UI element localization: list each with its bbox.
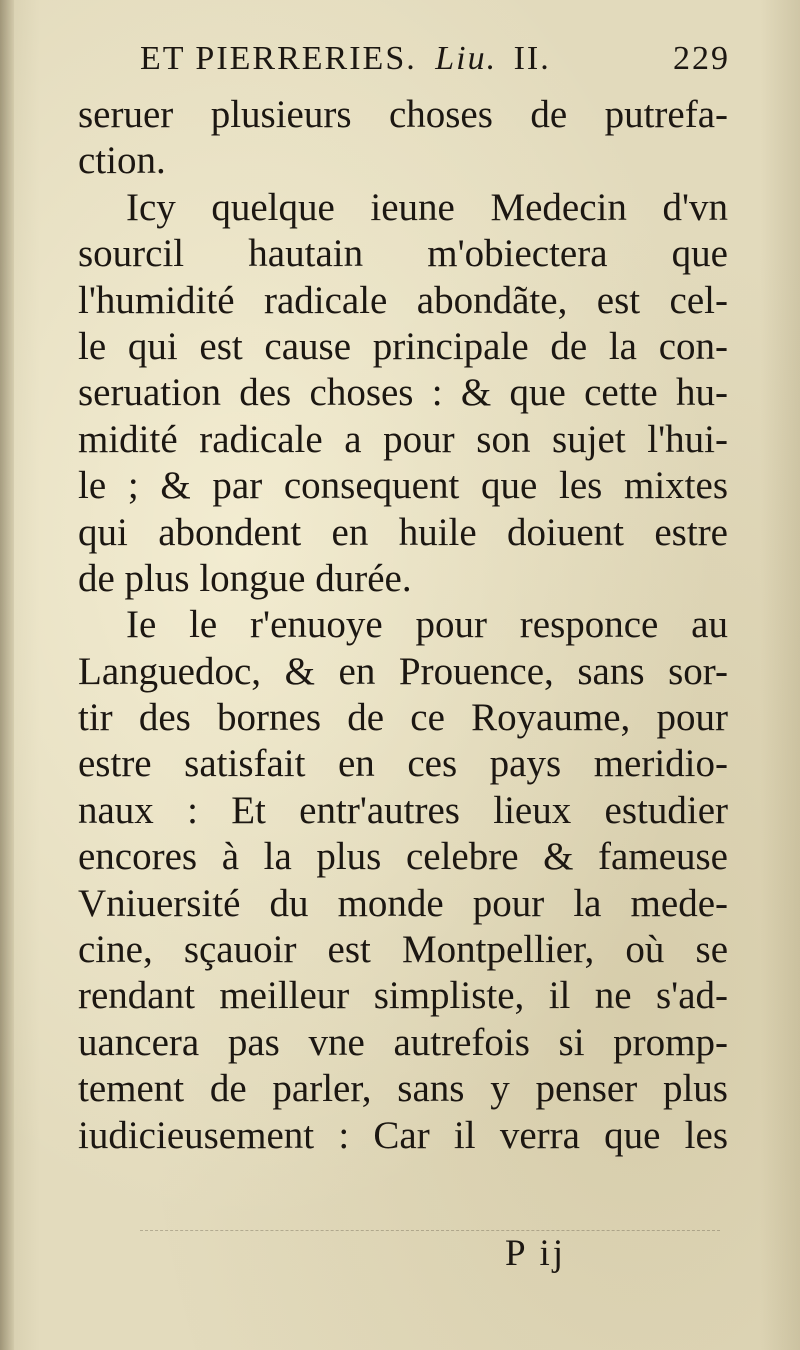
text-line: Vniuersité du monde pour la mede- (78, 881, 728, 925)
text-line: uancera pas vne autrefois si promp- (78, 1020, 728, 1064)
signature-mark: P ij (505, 1233, 567, 1274)
book-number: II. (513, 40, 551, 77)
running-header (140, 40, 740, 96)
text-line: encores à la plus celebre & fameuse (78, 835, 728, 879)
text-line: seruation des choses : & que cette hu- (78, 371, 728, 415)
text-line: Languedoc, & en Prouence, sans sor- (78, 649, 728, 693)
text-line: iudicieusement : Car il verra que les (78, 1113, 728, 1157)
text-line: ction. (78, 139, 166, 183)
text-line: de plus longue durée. (78, 556, 412, 600)
text-line: le ; & par consequent que les mixtes (78, 464, 728, 508)
text-line: rendant meilleur simpliste, il ne s'ad- (78, 974, 728, 1018)
text-line: le qui est cause principale de la con- (78, 324, 728, 368)
page-number: 229 (673, 40, 730, 77)
text-line: Ie le r'enuoye pour responce au (126, 603, 728, 647)
body-text (78, 92, 728, 1159)
text-line: tement de parler, sans y penser plus (78, 1067, 728, 1111)
running-title: ET PIERRERIES. (140, 40, 417, 77)
page-gutter (0, 0, 14, 1350)
text-line: estre satisfait en ces pays meridio- (78, 742, 728, 786)
text-line: Icy quelque ieune Medecin d'vn (126, 185, 728, 229)
text-line: seruer plusieurs choses de putrefa- (78, 93, 728, 136)
book-label: Liu. (435, 40, 498, 77)
text-line: tir des bornes de ce Royaume, pour (78, 696, 728, 740)
text-line: sourcil hautain m'obiectera que (78, 232, 728, 276)
text-line: cine, sçauoir est Montpellier, où se (78, 928, 728, 972)
text-line: qui abondent en huile doiuent estre (78, 510, 728, 554)
text-line: naux : Et entr'autres lieux estudier (78, 788, 728, 832)
footer-rule (140, 1230, 720, 1231)
text-line: l'humidité radicale abondãte, est cel- (78, 278, 728, 322)
text-line: midité radicale a pour son sujet l'hui- (78, 417, 728, 461)
